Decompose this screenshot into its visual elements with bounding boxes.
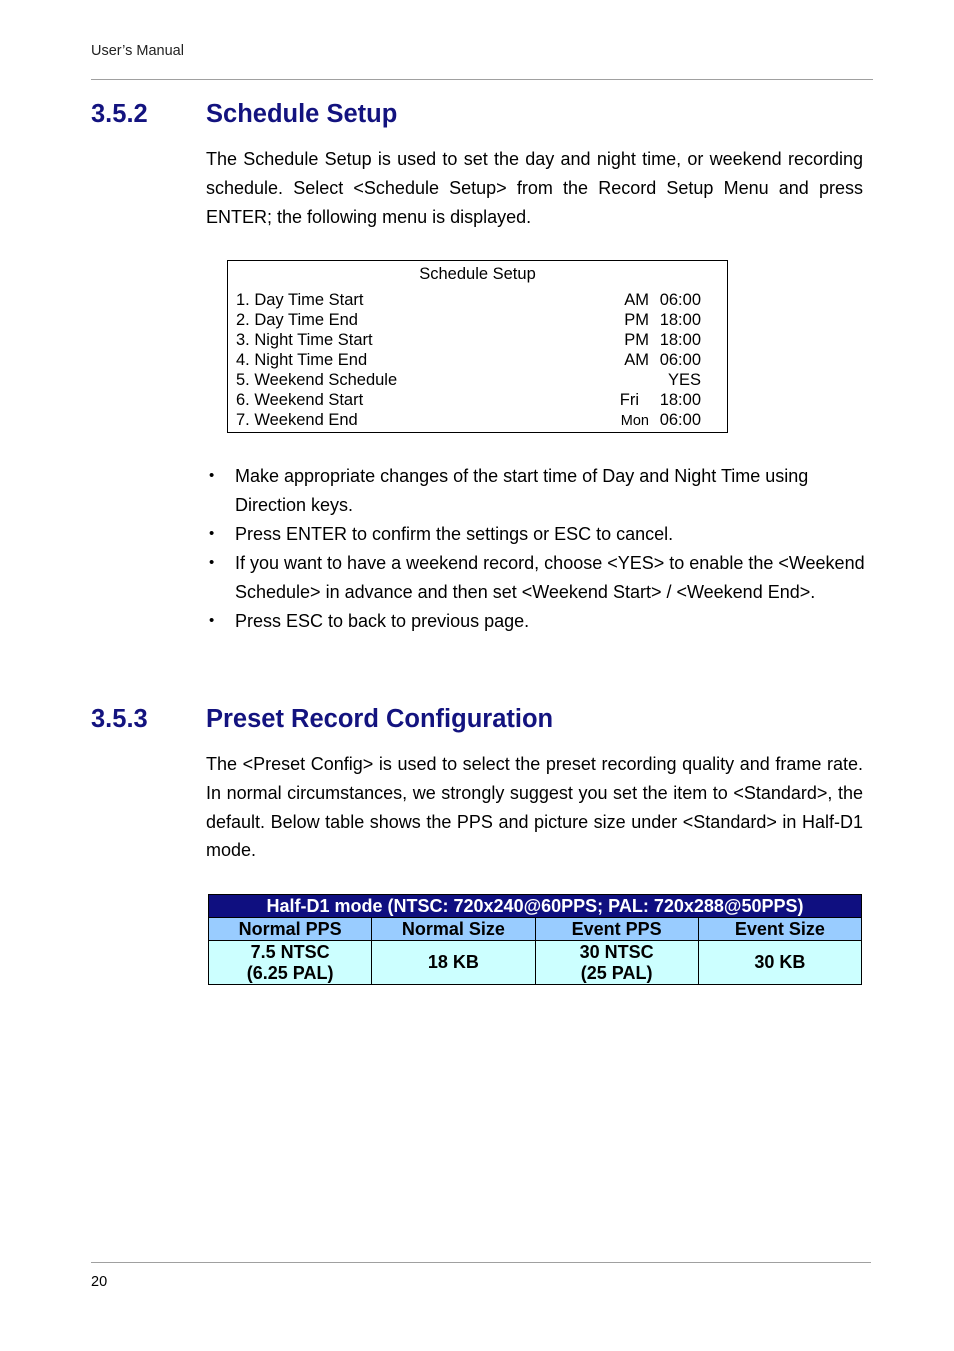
menu-item-prefix: PM: [624, 331, 649, 349]
table-cell-normal-pps: [209, 941, 372, 985]
menu-item-value: 18:00: [659, 331, 701, 349]
menu-item-label: 4. Night Time End: [236, 351, 368, 369]
column-header: Event PPS: [535, 918, 698, 941]
menu-item-value: 18:00: [659, 311, 701, 329]
menu-item-prefix: AM: [624, 351, 649, 369]
menu-item-label: 5. Weekend Schedule: [236, 371, 398, 389]
list-item-text: Press ESC to back to previous page.: [235, 611, 530, 632]
preset-intro-paragraph: The <Preset Config> is used to select the preset recording quality and frame rate. In normal circumstances, we strongly suggest you set the item to <Standard>, the default. Below table shows the PPS and picture size under <Standard> in Half-D1 mode.: [206, 754, 863, 861]
menu-item-weekend-start: [236, 391, 701, 411]
menu-item-weekend-schedule: [236, 371, 701, 391]
section-title: Schedule Setup: [206, 100, 398, 128]
table-cell-normal-size: 18 KB: [372, 941, 535, 985]
menu-item-value: 18:00: [659, 391, 701, 409]
menu-item-label: 1. Day Time Start: [236, 291, 364, 309]
list-item: [206, 520, 866, 549]
running-header: User’s Manual: [91, 43, 184, 59]
schedule-intro-paragraph: The Schedule Setup is used to set the day and night time, or weekend recording schedule. Select <Schedule Setup> from the Record Setup Menu and press ENTER; the following menu is displayed.: [206, 149, 863, 227]
cell-line: (25 PAL): [580, 962, 653, 983]
menu-item-label: 2. Day Time End: [236, 311, 358, 329]
schedule-setup-menu: [227, 260, 728, 433]
list-item: [206, 607, 866, 636]
menu-item-value: YES: [667, 371, 701, 389]
menu-item-label: 7. Weekend End: [236, 411, 358, 429]
menu-item-day-time-end: [236, 311, 701, 331]
bullet-icon: •: [209, 467, 215, 484]
preset-record-table: [208, 894, 862, 985]
menu-item-value: 06:00: [659, 411, 701, 429]
list-item: [206, 462, 866, 520]
menu-item-label: 3. Night Time Start: [236, 331, 373, 349]
table-caption: Half-D1 mode (NTSC: 720x240@60PPS; PAL: 720x288@50PPS): [209, 895, 862, 918]
bullet-icon: •: [209, 525, 215, 543]
table-header-row: [209, 918, 862, 941]
list-item: [206, 549, 866, 607]
cell-line: 7.5 NTSC: [250, 941, 330, 962]
menu-item-value: 06:00: [659, 291, 701, 309]
menu-item-day-time-start: [236, 291, 701, 311]
column-header: Normal PPS: [209, 918, 372, 941]
section-title: Preset Record Configuration: [206, 705, 554, 733]
menu-item-night-time-start: [236, 331, 701, 351]
menu-item-value: 06:00: [659, 351, 701, 369]
header-rule: [91, 79, 873, 80]
table-cell-event-size: 30 KB: [698, 941, 861, 985]
list-item-text: Press ENTER to confirm the settings or ESC to cancel.: [235, 524, 674, 545]
column-header: Event Size: [698, 918, 861, 941]
bullet-icon: •: [209, 554, 215, 572]
section-number: 3.5.3: [91, 705, 148, 733]
menu-title: Schedule Setup: [419, 265, 536, 283]
table-row: [209, 941, 862, 985]
menu-item-prefix: PM: [624, 311, 649, 329]
section-number: 3.5.2: [91, 100, 148, 128]
page-number: 20: [91, 1274, 108, 1290]
menu-item-night-time-end: [236, 351, 701, 371]
menu-item-prefix: AM: [624, 291, 649, 309]
instruction-list: [206, 462, 866, 637]
bullet-icon: •: [209, 612, 215, 630]
table-cell-event-pps: [535, 941, 698, 985]
menu-item-weekend-end: [236, 411, 701, 431]
menu-item-prefix: Fri: [619, 391, 639, 409]
menu-item-prefix: Mon: [620, 413, 649, 429]
cell-line: (6.25 PAL): [246, 962, 334, 983]
list-item-text: Make appropriate changes of the start time of Day and Night Time using Direction keys.: [235, 466, 809, 515]
cell-line: 30 NTSC: [579, 941, 654, 962]
menu-item-label: 6. Weekend Start: [236, 391, 364, 409]
column-header: Normal Size: [372, 918, 535, 941]
list-item-text: If you want to have a weekend record, choose <YES> to enable the <Weekend Schedule> in advance and then set <Weekend Start> / <Weekend End>.: [235, 553, 865, 603]
footer-rule: [91, 1262, 871, 1263]
